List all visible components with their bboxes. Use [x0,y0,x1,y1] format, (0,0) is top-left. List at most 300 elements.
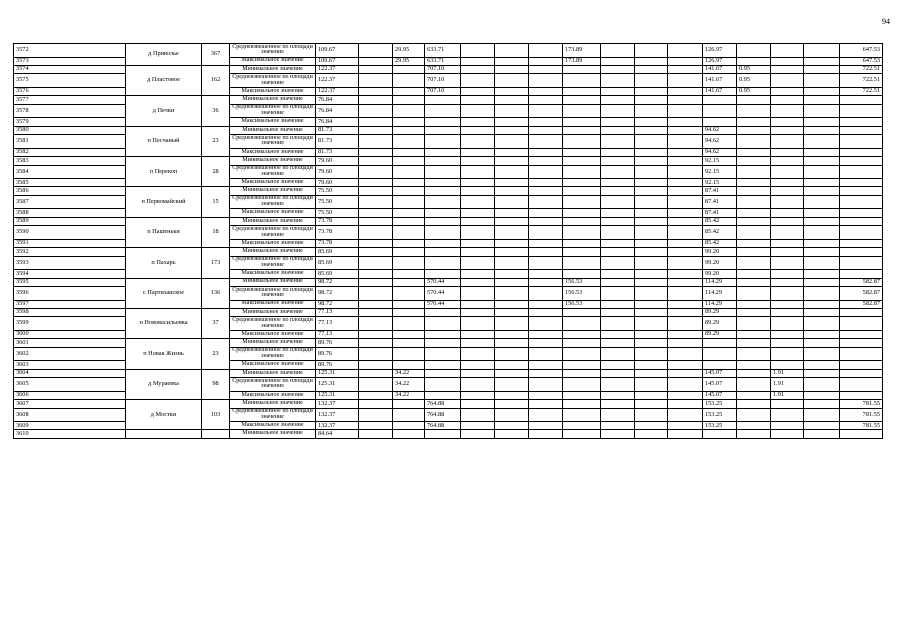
value-cell: 145.07 [703,391,737,399]
settlement-name: п Нововасильевка [126,308,202,338]
value-cell [804,157,840,165]
value-cell: 89.29 [703,317,737,331]
value-cell [703,430,737,438]
value-cell [461,422,495,430]
value-cell: 77.13 [316,330,359,338]
value-cell [393,65,425,73]
value-type: Средневзвешенное по площади значение [230,226,316,240]
value-cell [601,422,635,430]
value-cell [771,157,804,165]
value-cell [668,369,703,377]
value-cell: 570.44 [425,300,461,308]
value-cell [737,195,771,209]
settlement-name [126,430,202,438]
value-cell [563,339,601,347]
value-cell: 79.60 [316,179,359,187]
value-type: Средневзвешенное по площади значение [230,195,316,209]
row-id: 3602 [14,347,126,361]
value-cell: 98.72 [316,300,359,308]
value-cell: 34.22 [393,378,425,392]
value-cell [601,300,635,308]
value-cell [461,270,495,278]
value-cell [529,256,563,270]
settlement-name: п Первомайский [126,187,202,217]
value-cell [771,361,804,369]
value-cell [703,118,737,126]
value-cell [359,239,393,247]
value-cell [804,347,840,361]
value-cell [840,226,883,240]
value-cell [804,179,840,187]
value-cell [461,104,495,118]
value-cell [425,256,461,270]
value-cell [771,135,804,149]
value-cell [425,347,461,361]
value-cell [840,187,883,195]
row-id: 3580 [14,126,126,134]
value-cell: 0.95 [737,74,771,88]
value-cell [668,378,703,392]
value-type: Максимальное значение [230,270,316,278]
value-cell [601,287,635,301]
value-cell [668,165,703,179]
value-cell [771,239,804,247]
row-id: 3595 [14,278,126,286]
value-cell [804,369,840,377]
value-cell [840,209,883,217]
value-cell: 79.60 [316,157,359,165]
value-cell [563,104,601,118]
value-cell: 85.42 [703,226,737,240]
value-cell [635,65,668,73]
value-type: Максимальное значение [230,361,316,369]
value-cell [529,400,563,408]
value-cell [495,400,529,408]
row-id: 3607 [14,400,126,408]
value-cell [635,400,668,408]
value-cell [563,239,601,247]
value-cell [495,209,529,217]
value-cell: 92.15 [703,157,737,165]
value-cell [461,74,495,88]
value-cell: 764.88 [425,408,461,422]
value-cell [495,361,529,369]
value-cell: 156.53 [563,287,601,301]
value-cell: 153.25 [703,408,737,422]
population [202,430,230,438]
value-cell [529,248,563,256]
value-cell [425,118,461,126]
value-cell [635,317,668,331]
row-id: 3575 [14,74,126,88]
value-cell [461,430,495,438]
value-cell [840,339,883,347]
value-cell [461,278,495,286]
value-cell [703,347,737,361]
value-cell: 76.84 [316,104,359,118]
value-cell [461,65,495,73]
value-cell [563,400,601,408]
value-cell [461,44,495,58]
value-cell [359,378,393,392]
value-cell [495,391,529,399]
settlement-name: д Пластовое [126,65,202,95]
value-cell [804,330,840,338]
value-cell [601,74,635,88]
value-cell [359,248,393,256]
value-cell [495,87,529,95]
value-type: Средневзвешенное по площади значение [230,378,316,392]
value-cell [635,157,668,165]
row-id: 3594 [14,270,126,278]
value-cell [563,347,601,361]
value-cell [529,300,563,308]
value-cell [840,430,883,438]
value-cell [635,369,668,377]
value-cell [771,347,804,361]
value-cell [359,157,393,165]
value-cell [771,165,804,179]
row-id: 3589 [14,217,126,225]
value-cell [804,270,840,278]
value-cell [461,239,495,247]
value-cell [601,148,635,156]
value-cell: 85.69 [316,248,359,256]
value-cell: 125.31 [316,391,359,399]
population: 98 [202,369,230,399]
value-cell [635,165,668,179]
settlement-name: п Перекоп [126,157,202,187]
value-cell: 122.37 [316,74,359,88]
value-cell [393,157,425,165]
value-cell: 570.44 [425,278,461,286]
value-cell [668,391,703,399]
value-cell [495,287,529,301]
value-cell [668,287,703,301]
value-type: Максимальное значение [230,57,316,65]
value-cell: 141.67 [703,74,737,88]
value-cell: 77.13 [316,308,359,316]
value-cell: 81.73 [316,135,359,149]
value-cell [563,391,601,399]
value-cell [635,347,668,361]
value-cell: 87.41 [703,209,737,217]
value-cell [563,65,601,73]
value-cell [495,118,529,126]
value-cell [804,148,840,156]
value-cell [668,195,703,209]
settlement-name: д Приволье [126,44,202,66]
value-cell: 34.22 [393,391,425,399]
value-cell [601,391,635,399]
value-cell [359,278,393,286]
value-type: Средневзвешенное по площади значение [230,104,316,118]
value-cell [359,179,393,187]
value-cell [804,361,840,369]
value-type: Максимальное значение [230,179,316,187]
value-cell [804,187,840,195]
value-cell [840,378,883,392]
value-type: Средневзвешенное по площади значение [230,135,316,149]
value-cell [461,330,495,338]
value-cell [635,104,668,118]
value-cell [601,217,635,225]
value-cell [495,369,529,377]
value-type: Минимальное значение [230,278,316,286]
value-cell [601,378,635,392]
value-cell [601,317,635,331]
value-type: Максимальное значение [230,87,316,95]
value-cell [563,270,601,278]
value-cell [563,256,601,270]
value-cell [668,74,703,88]
row-id: 3603 [14,361,126,369]
population: 162 [202,65,230,95]
value-cell: 0.95 [737,65,771,73]
value-cell [393,430,425,438]
value-cell [393,96,425,104]
value-cell [804,195,840,209]
value-cell [635,270,668,278]
value-cell [771,65,804,73]
value-cell: 570.44 [425,287,461,301]
value-cell: 81.73 [316,126,359,134]
settlement-name: д Мостки [126,400,202,430]
value-type: Максимальное значение [230,239,316,247]
value-cell [425,135,461,149]
value-cell [393,104,425,118]
value-cell [804,226,840,240]
value-cell [635,391,668,399]
value-cell [529,270,563,278]
value-cell [425,339,461,347]
value-cell [668,317,703,331]
table-row [14,187,883,195]
value-cell [393,195,425,209]
value-cell [635,330,668,338]
value-cell [668,422,703,430]
value-type: Максимальное значение [230,118,316,126]
value-cell [495,187,529,195]
value-cell [840,104,883,118]
table-row [14,339,883,347]
value-cell: 145.07 [703,369,737,377]
value-cell [601,226,635,240]
value-cell [529,179,563,187]
value-cell [635,44,668,58]
value-cell [737,239,771,247]
value-cell [804,308,840,316]
value-cell [461,87,495,95]
value-cell [771,308,804,316]
value-cell [804,391,840,399]
value-cell [804,126,840,134]
value-cell [737,347,771,361]
value-cell [461,148,495,156]
value-cell [393,74,425,88]
value-type: Минимальное значение [230,65,316,73]
value-cell [840,317,883,331]
value-cell: 764.88 [425,400,461,408]
value-cell: 647.53 [840,44,883,58]
settlement-name: п Новая Жизнь [126,339,202,369]
value-cell [804,74,840,88]
value-cell: 122.37 [316,65,359,73]
value-cell [804,44,840,58]
value-cell: 109.67 [316,57,359,65]
value-cell [703,104,737,118]
value-cell [425,209,461,217]
value-cell [393,330,425,338]
value-cell [359,96,393,104]
value-cell [425,239,461,247]
value-cell [601,57,635,65]
value-cell [529,317,563,331]
table-row [14,96,883,104]
value-cell [840,239,883,247]
value-cell [635,248,668,256]
value-cell [635,422,668,430]
value-cell: 1.91 [771,369,804,377]
value-cell [635,378,668,392]
value-cell [461,308,495,316]
row-id: 3576 [14,87,126,95]
value-cell [393,317,425,331]
value-cell [601,187,635,195]
value-cell [563,248,601,256]
value-cell [425,369,461,377]
value-cell [359,135,393,149]
value-cell [601,278,635,286]
value-cell [804,248,840,256]
value-cell [425,157,461,165]
value-cell [359,317,393,331]
value-cell: 145.07 [703,378,737,392]
settlement-name: п Пашеньки [126,217,202,247]
value-cell: 76.84 [316,96,359,104]
value-type: Средневзвешенное по площади значение [230,256,316,270]
value-cell [703,96,737,104]
value-cell [563,217,601,225]
value-cell [495,339,529,347]
value-cell [393,287,425,301]
value-cell [425,378,461,392]
value-cell [840,126,883,134]
value-cell: 85.69 [316,256,359,270]
population: 173 [202,248,230,278]
value-cell [393,165,425,179]
value-type: Минимальное значение [230,217,316,225]
value-cell: 94.62 [703,135,737,149]
value-type: Минимальное значение [230,96,316,104]
table-row [14,65,883,73]
value-cell [804,300,840,308]
value-cell [635,287,668,301]
value-type: Минимальное значение [230,248,316,256]
value-cell [601,347,635,361]
value-cell [771,104,804,118]
value-cell [393,148,425,156]
value-cell [529,226,563,240]
value-cell [804,104,840,118]
value-cell [840,248,883,256]
value-cell: 98.72 [316,278,359,286]
row-id: 3586 [14,187,126,195]
value-cell [529,118,563,126]
value-cell [737,57,771,65]
value-cell [840,347,883,361]
row-id: 3600 [14,330,126,338]
value-cell [601,308,635,316]
population: 136 [202,278,230,308]
value-cell: 132.37 [316,400,359,408]
value-cell [359,256,393,270]
table-row [14,369,883,377]
value-cell [425,361,461,369]
value-cell [804,57,840,65]
value-cell [425,187,461,195]
value-cell: 114.29 [703,300,737,308]
value-cell: 87.41 [703,187,737,195]
value-cell: 707.10 [425,87,461,95]
value-cell [461,135,495,149]
row-id: 3605 [14,378,126,392]
value-cell [461,400,495,408]
value-cell: 109.67 [316,44,359,58]
value-cell: 722.51 [840,74,883,88]
value-cell [668,187,703,195]
value-cell: 99.20 [703,248,737,256]
value-type: Минимальное значение [230,339,316,347]
value-cell [737,339,771,347]
value-cell [601,104,635,118]
value-cell [668,157,703,165]
value-cell [529,165,563,179]
value-cell [461,217,495,225]
value-cell [393,347,425,361]
value-cell: 647.53 [840,57,883,65]
value-cell [461,339,495,347]
page-number: 94 [882,17,890,26]
value-cell [635,187,668,195]
value-type: Минимальное значение [230,308,316,316]
value-cell: 582.87 [840,287,883,301]
value-cell: 0.95 [737,87,771,95]
value-cell: 156.53 [563,278,601,286]
value-cell [804,287,840,301]
value-type: Минимальное значение [230,400,316,408]
value-cell [495,430,529,438]
value-cell [635,118,668,126]
value-cell [635,308,668,316]
value-cell: 707.10 [425,65,461,73]
value-cell [804,135,840,149]
value-cell [804,118,840,126]
value-cell [359,430,393,438]
row-id: 3599 [14,317,126,331]
value-cell [359,65,393,73]
value-cell [737,44,771,58]
value-cell [529,157,563,165]
value-cell [563,408,601,422]
value-cell [495,226,529,240]
value-cell [495,270,529,278]
value-cell [563,308,601,316]
value-cell [804,256,840,270]
value-cell: 114.29 [703,287,737,301]
value-cell [804,87,840,95]
value-cell [461,226,495,240]
